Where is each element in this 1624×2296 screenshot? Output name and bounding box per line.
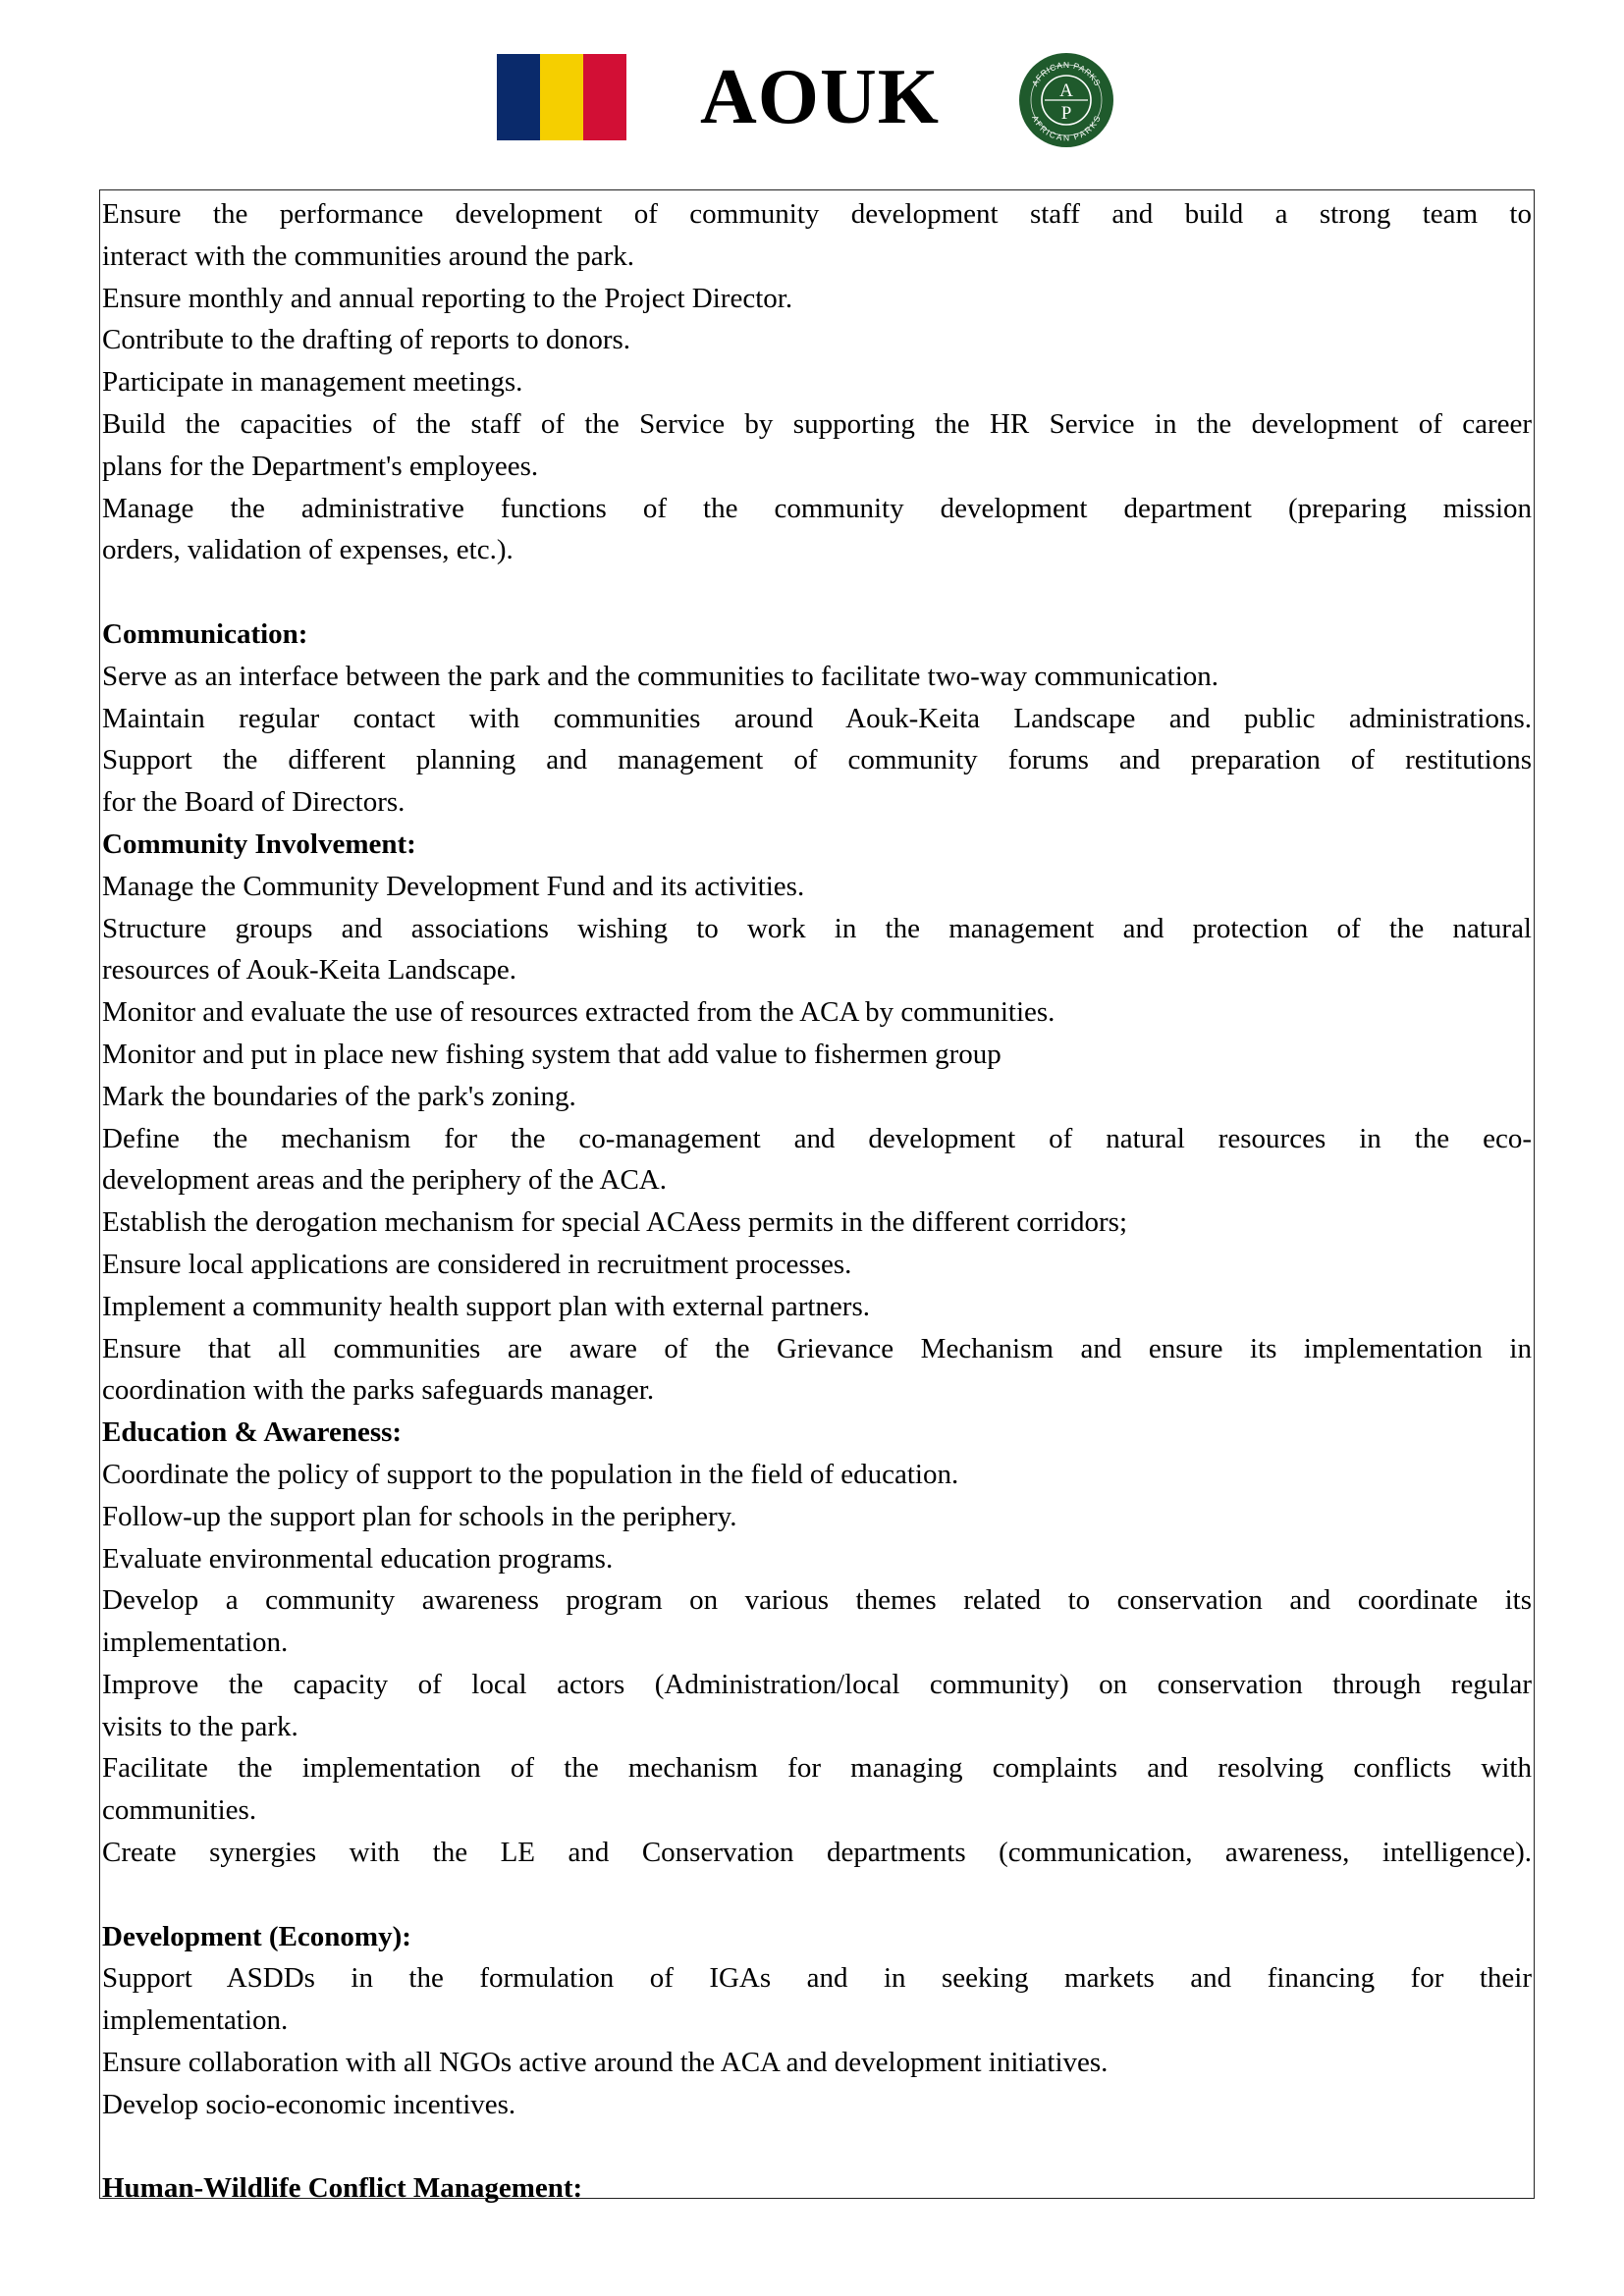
text-line: Ensure that all communities are aware of the Grievance Mechanism and ensure its implementation in — [102, 1332, 1532, 1364]
text-line: Monitor and evaluate the use of resources extracted from the ACA by communities. — [102, 996, 1056, 1029]
text-line: Create synergies with the LE and Conservation departments (communication, awareness, intelligence). — [102, 1837, 1532, 1869]
text-line: implementation. — [102, 2004, 289, 2037]
text-line: Ensure collaboration with all NGOs active around the ACA and development initiatives. — [102, 2047, 1109, 2079]
text-line: Ensure the performance development of community development staff and build a strong team to — [102, 198, 1532, 230]
section-heading: Education & Awareness: — [102, 1416, 403, 1449]
flag-stripe-blue — [497, 54, 540, 140]
text-line: Support ASDDs in the formulation of IGAs and in seeking markets and financing for their — [102, 1962, 1532, 1995]
text-line: Facilitate the implementation of the mechanism for managing complaints and resolving conflicts with — [102, 1752, 1532, 1785]
text-line: Manage the administrative functions of the community development department (preparing mission — [102, 492, 1532, 524]
text-line: communities. — [102, 1794, 257, 1827]
text-line: Serve as an interface between the park and the communities to facilitate two-way communication. — [102, 660, 1219, 692]
text-line: coordination with the parks safeguards manager. — [102, 1374, 655, 1407]
text-line: implementation. — [102, 1627, 289, 1659]
text-line: interact with the communities around the park. — [102, 240, 634, 272]
text-line: Maintain regular contact with communities around Aouk-Keita Landscape and public administrations. — [102, 702, 1532, 734]
text-line: Ensure monthly and annual reporting to the Project Director. — [102, 282, 793, 314]
text-line: resources of Aouk-Keita Landscape. — [102, 954, 516, 987]
text-line: Define the mechanism for the co-management and development of natural resources in the eco- — [102, 1122, 1532, 1154]
text-line: plans for the Department's employees. — [102, 450, 539, 482]
blank-line — [102, 2126, 1532, 2168]
text-line: Evaluate environmental education programs. — [102, 1542, 614, 1575]
text-line: orders, validation of expenses, etc.). — [102, 534, 514, 566]
text-line: visits to the park. — [102, 1710, 298, 1742]
blank-line — [102, 571, 1532, 614]
job-description-body — [102, 193, 1532, 2210]
text-line: Establish the derogation mechanism for special ACAess permits in the different corridors; — [102, 1206, 1128, 1239]
text-line: Mark the boundaries of the park's zoning. — [102, 1080, 576, 1112]
content-frame — [99, 189, 1535, 2205]
text-line: Contribute to the drafting of reports to donors. — [102, 324, 631, 356]
page-title: AOUK — [700, 54, 940, 140]
african-parks-logo-icon — [1017, 51, 1115, 149]
text-line: Build the capacities of the staff of the Service by supporting the HR Service in the development of career — [102, 407, 1532, 440]
text-line: Coordinate the policy of support to the population in the field of education. — [102, 1458, 959, 1490]
text-line: Improve the capacity of local actors (Administration/local community) on conservation through regular — [102, 1668, 1532, 1700]
section-heading: Communication: — [102, 617, 308, 650]
text-line: Manage the Community Development Fund and its activities. — [102, 870, 805, 902]
text-line: Ensure local applications are considered in recruitment processes. — [102, 1248, 852, 1280]
text-line: development areas and the periphery of the ACA. — [102, 1164, 667, 1197]
text-line: Monitor and put in place new fishing system that add value to fishermen group — [102, 1038, 1001, 1070]
text-line: Support the different planning and management of community forums and preparation of restitutions — [102, 744, 1532, 776]
section-heading: Development (Economy): — [102, 1920, 411, 1952]
blank-line — [102, 1874, 1532, 1916]
section-heading: Human-Wildlife Conflict Management: — [102, 2172, 583, 2205]
logo-ring-text-top: AFRICAN PARKS — [1029, 59, 1104, 88]
flag-stripe-yellow — [540, 54, 583, 140]
text-line: Participate in management meetings. — [102, 366, 523, 399]
logo-letter-a: A — [1059, 80, 1073, 101]
text-line: Develop socio-economic incentives. — [102, 2088, 516, 2120]
flag-stripe-red — [583, 54, 626, 140]
logo-ring-text-bottom: AFRICAN PARKS — [1030, 113, 1103, 143]
logo-letter-p: P — [1060, 103, 1072, 124]
text-line: Follow-up the support plan for schools in the periphery. — [102, 1500, 737, 1532]
text-line: Develop a community awareness program on various themes related to conservation and coordinate its — [102, 1584, 1532, 1617]
chad-flag-icon — [497, 54, 626, 140]
text-line: for the Board of Directors. — [102, 786, 406, 819]
text-line: Implement a community health support plan with external partners. — [102, 1290, 870, 1322]
section-heading: Community Involvement: — [102, 828, 416, 860]
page-header — [0, 0, 1624, 177]
text-line: Structure groups and associations wishing to work in the management and protection of the natural — [102, 912, 1532, 944]
